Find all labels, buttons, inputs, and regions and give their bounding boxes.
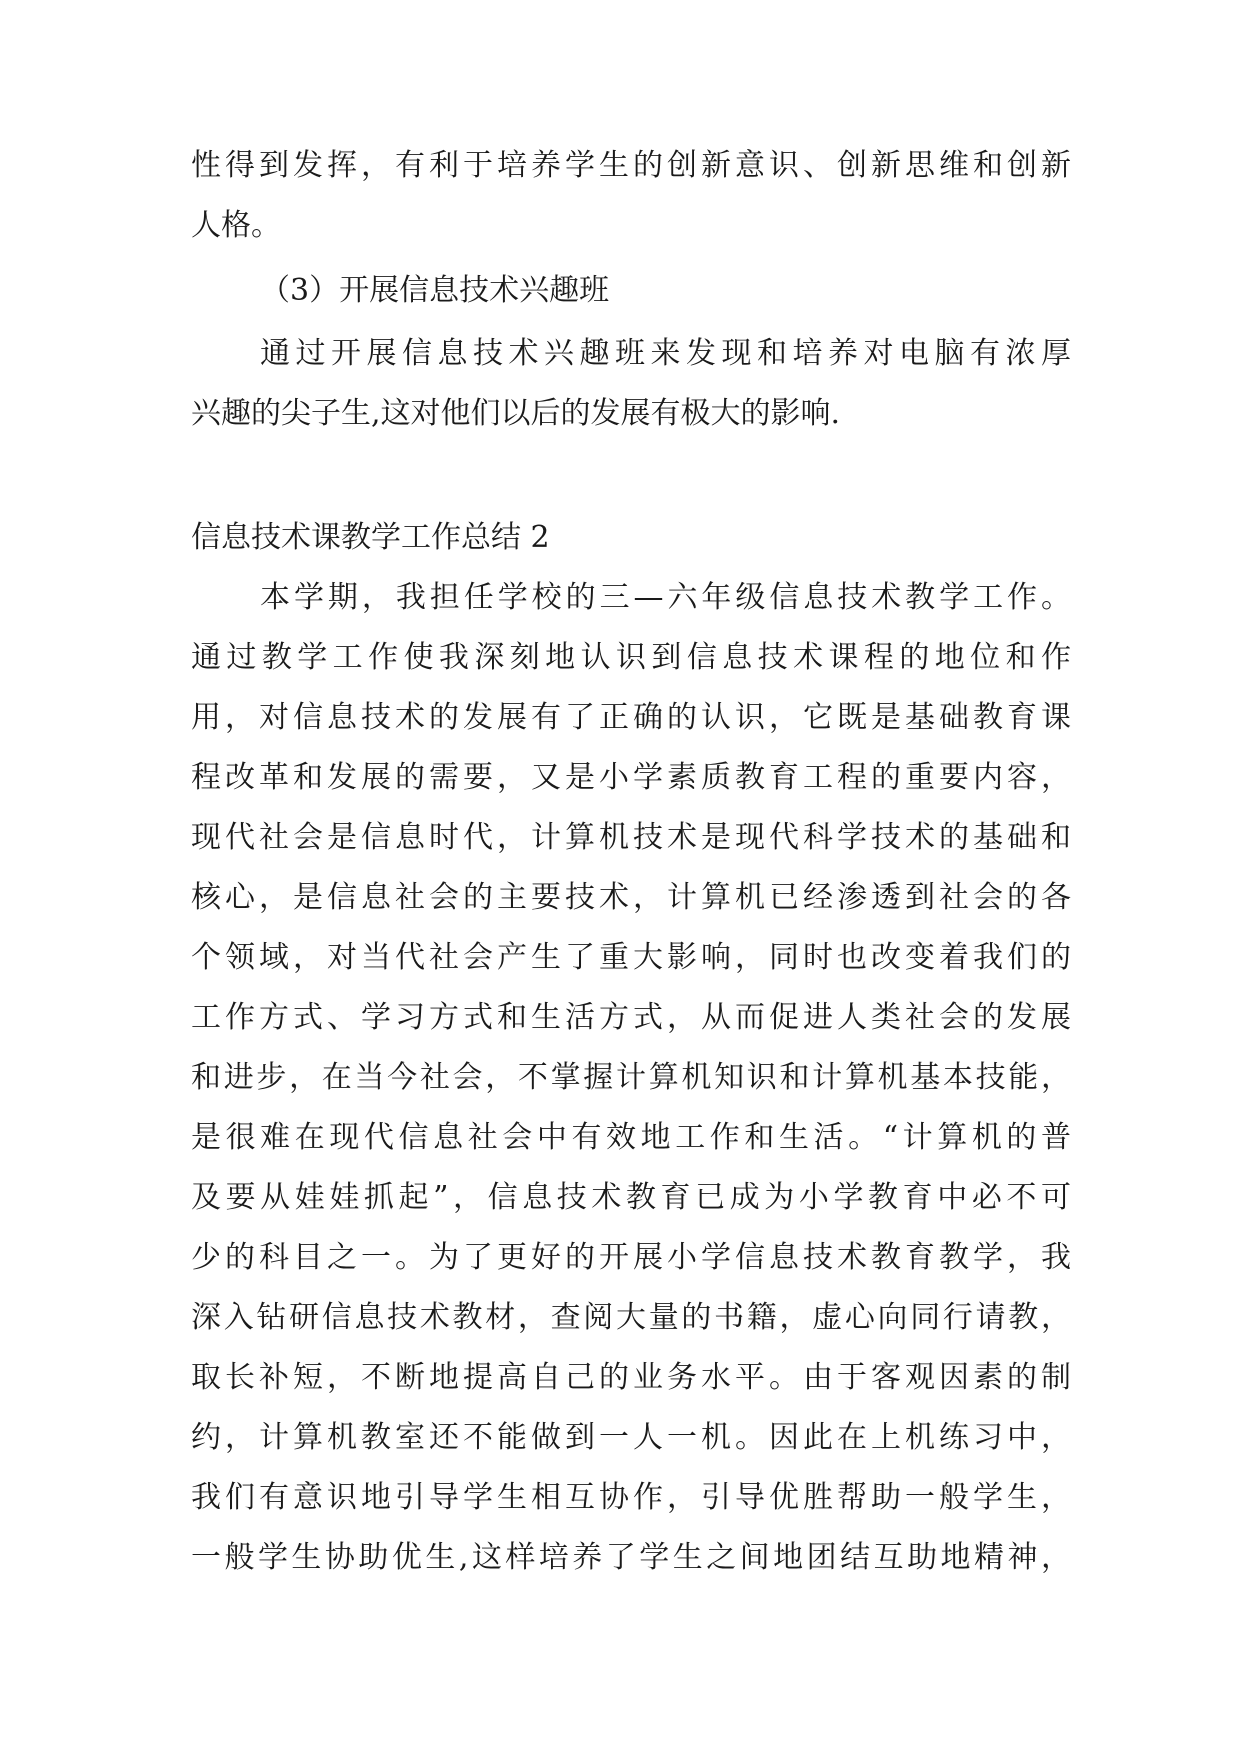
text-line: 和进步，在当今社会，不掌握计算机知识和计算机基本技能， — [191, 1060, 1071, 1095]
text-line: 通过开展信息技术兴趣班来发现和培养对电脑有浓厚 — [260, 336, 1071, 371]
text-line: 程改革和发展的需要，又是小学素质教育工程的重要内容， — [191, 760, 1071, 795]
text-line: 个领域，对当代社会产生了重大影响，同时也改变着我们的 — [191, 940, 1071, 975]
text-line: 深入钻研信息技术教材，查阅大量的书籍，虚心向同行请教， — [191, 1300, 1071, 1335]
text-line: 现代社会是信息时代，计算机技术是现代科学技术的基础和 — [191, 820, 1071, 855]
text-line: 是很难在现代信息社会中有效地工作和生活。“计算机的普 — [191, 1120, 1071, 1155]
text-line: 少的科目之一。为了更好的开展小学信息技术教育教学，我 — [191, 1240, 1071, 1275]
subheading: （3）开展信息技术兴趣班 — [260, 273, 610, 308]
text-line: 一般学生协助优生,这样培养了学生之间地团结互助地精神， — [191, 1540, 1071, 1575]
text-line: 工作方式、学习方式和生活方式，从而促进人类社会的发展 — [191, 1000, 1071, 1035]
text-line: 人格。 — [191, 208, 281, 243]
section-title: 信息技术课教学工作总结 2 — [191, 520, 550, 555]
text-line: 本学期，我担任学校的三—六年级信息技术教学工作。 — [260, 580, 1071, 615]
text-line: 性得到发挥，有利于培养学生的创新意识、创新思维和创新 — [191, 148, 1071, 183]
text-line: 约，计算机教室还不能做到一人一机。因此在上机练习中， — [191, 1420, 1071, 1455]
text-line: 通过教学工作使我深刻地认识到信息技术课程的地位和作 — [191, 640, 1071, 675]
text-line: 核心，是信息社会的主要技术，计算机已经渗透到社会的各 — [191, 880, 1071, 915]
text-line: 我们有意识地引导学生相互协作，引导优胜帮助一般学生， — [191, 1480, 1071, 1515]
text-line: 取长补短，不断地提高自己的业务水平。由于客观因素的制 — [191, 1360, 1071, 1395]
text-line: 用，对信息技术的发展有了正确的认识，它既是基础教育课 — [191, 700, 1071, 735]
text-line: 兴趣的尖子生,这对他们以后的发展有极大的影响. — [191, 396, 841, 431]
text-line: 及要从娃娃抓起”，信息技术教育已成为小学教育中必不可 — [191, 1180, 1071, 1215]
